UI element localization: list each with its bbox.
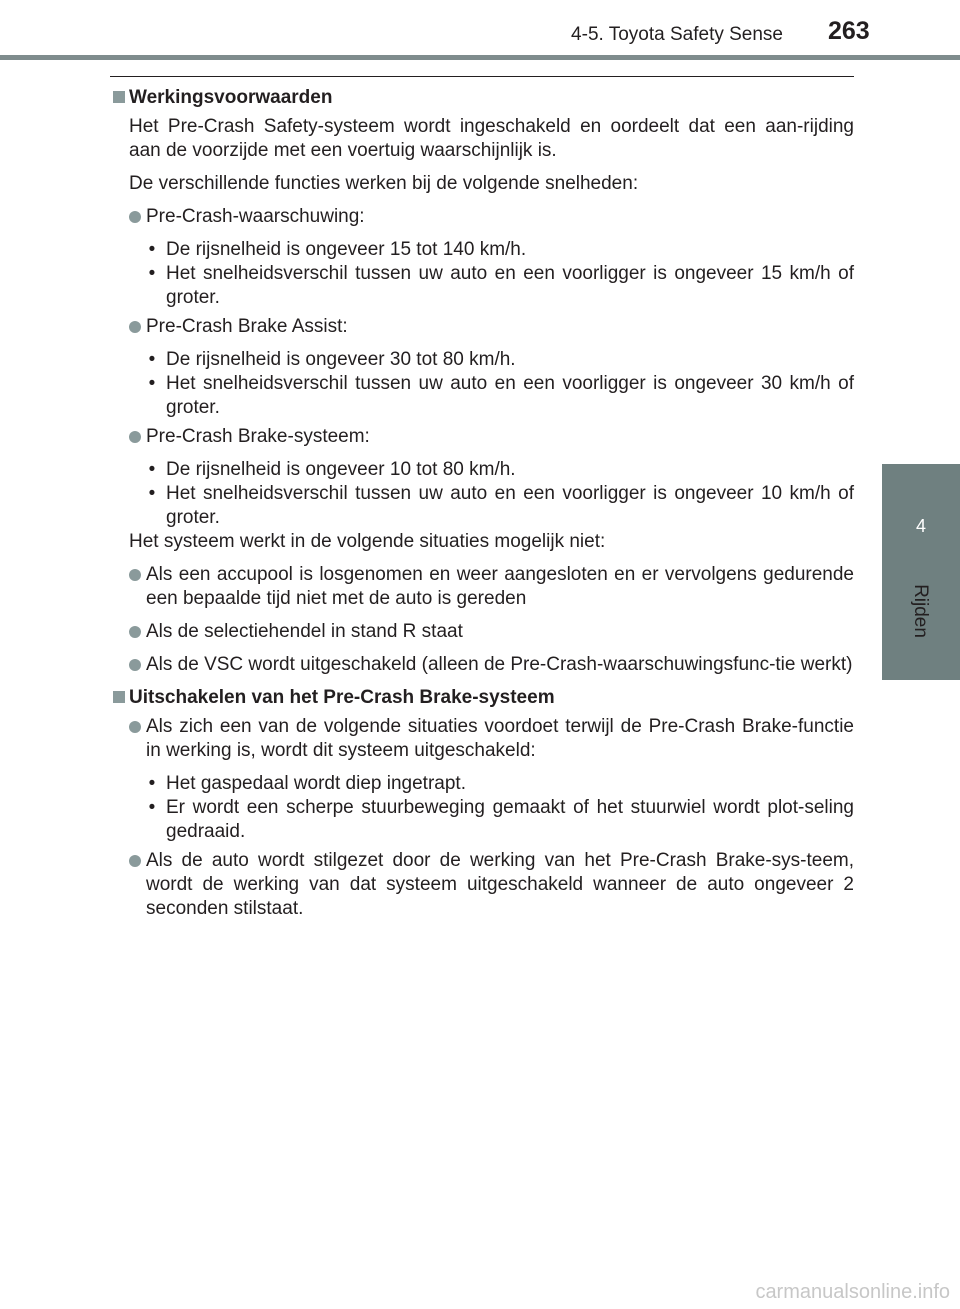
dot-bullet-icon: • (148, 239, 156, 260)
sub-list (112, 238, 854, 310)
bullet-item (112, 425, 854, 449)
sub-item (112, 796, 854, 844)
page-number: 263 (828, 17, 870, 45)
round-bullet-icon (129, 569, 141, 581)
sub-list (112, 348, 854, 420)
paragraph: Het Pre-Crash Safety-systeem wordt ingeschakeld en oordeelt dat een aan-rijding aan de voorzijde met een voertuig waarschijnlijk is. (129, 116, 854, 161)
bullet-item (112, 715, 854, 763)
square-bullet-icon (113, 691, 125, 703)
sub-item (112, 348, 854, 372)
round-bullet-icon (129, 721, 141, 733)
bullet-item (112, 563, 854, 611)
section-heading-text: Uitschakelen van het Pre-Crash Brake-systeem (129, 687, 555, 708)
chapter-tab (882, 464, 960, 680)
sub-list (112, 772, 854, 844)
section-heading-text: Werkingsvoorwaarden (129, 87, 333, 108)
dot-bullet-icon: • (148, 349, 156, 370)
sub-item (112, 482, 854, 530)
chapter-label (890, 576, 950, 646)
sub-item-text: Er wordt een scherpe stuurbeweging gemaakt of het stuurwiel wordt plot-seling gedraaid. (166, 797, 854, 842)
dot-bullet-icon: • (148, 459, 156, 480)
bullet-text: Als de auto wordt stilgezet door de werking van het Pre-Crash Brake-sys-teem, wordt de werking van dat systeem uitgeschakeld wanneer de auto ongeveer 2 seconden stilstaat. (146, 850, 854, 919)
round-bullet-icon (129, 431, 141, 443)
section-heading (112, 86, 854, 110)
sub-item (112, 372, 854, 420)
sub-item-text: Het snelheidsverschil tussen uw auto en een voorligger is ongeveer 15 km/h of groter. (166, 263, 854, 308)
bullet-text: Pre-Crash Brake Assist: (146, 316, 348, 337)
bullet-item (112, 315, 854, 339)
section-title: 4-5. Toyota Safety Sense (571, 24, 783, 45)
paragraph: De verschillende functies werken bij de volgende snelheden: (129, 173, 639, 194)
sub-item-text: De rijsnelheid is ongeveer 10 tot 80 km/h. (166, 459, 516, 480)
bullet-item (112, 653, 854, 677)
bullet-item (112, 205, 854, 229)
sub-item-text: Het snelheidsverschil tussen uw auto en een voorligger is ongeveer 10 km/h of groter. (166, 483, 854, 528)
bullet-text: Pre-Crash-waarschuwing: (146, 206, 365, 227)
sub-item-text: Het snelheidsverschil tussen uw auto en een voorligger is ongeveer 30 km/h of groter. (166, 373, 854, 418)
sub-item (112, 262, 854, 310)
bullet-text: Als zich een van de volgende situaties voordoet terwijl de Pre-Crash Brake-functie in werking is, wordt dit systeem uitgeschakeld: (146, 716, 854, 761)
sub-item (112, 458, 854, 482)
bullet-text: Pre-Crash Brake-systeem: (146, 426, 370, 447)
bullet-item (112, 849, 854, 921)
sub-item-text: De rijsnelheid is ongeveer 30 tot 80 km/h. (166, 349, 516, 370)
sub-item (112, 238, 854, 262)
header-bar (0, 55, 960, 60)
dot-bullet-icon: • (148, 797, 156, 818)
chapter-label-text: Rijden (910, 584, 931, 638)
section-heading (112, 686, 854, 710)
watermark-url: carmanualsonline.info (755, 1281, 950, 1303)
sub-item (112, 772, 854, 796)
page-content (112, 86, 854, 930)
sub-item-text: Het gaspedaal wordt diep ingetrapt. (166, 773, 466, 794)
round-bullet-icon (129, 855, 141, 867)
sub-item-text: De rijsnelheid is ongeveer 15 tot 140 km/h. (166, 239, 527, 260)
dot-bullet-icon: • (148, 483, 156, 504)
bullet-text: Als de selectiehendel in stand R staat (146, 621, 463, 642)
paragraph: Het systeem werkt in de volgende situaties mogelijk niet: (129, 531, 606, 552)
round-bullet-icon (129, 211, 141, 223)
dot-bullet-icon: • (148, 773, 156, 794)
round-bullet-icon (129, 659, 141, 671)
bullet-item (112, 620, 854, 644)
bullet-text: Als de VSC wordt uitgeschakeld (alleen de Pre-Crash-waarschuwingsfunc-tie werkt) (146, 654, 853, 675)
sub-list (112, 458, 854, 530)
square-bullet-icon (113, 91, 125, 103)
chapter-number: 4 (915, 516, 926, 536)
dot-bullet-icon: • (148, 263, 156, 284)
bullet-text: Als een accupool is losgenomen en weer aangesloten en er vervolgens gedurende een bepaalde tijd niet met de auto is gereden (146, 564, 854, 609)
round-bullet-icon (129, 321, 141, 333)
dot-bullet-icon: • (148, 373, 156, 394)
top-rule (110, 76, 854, 77)
round-bullet-icon (129, 626, 141, 638)
